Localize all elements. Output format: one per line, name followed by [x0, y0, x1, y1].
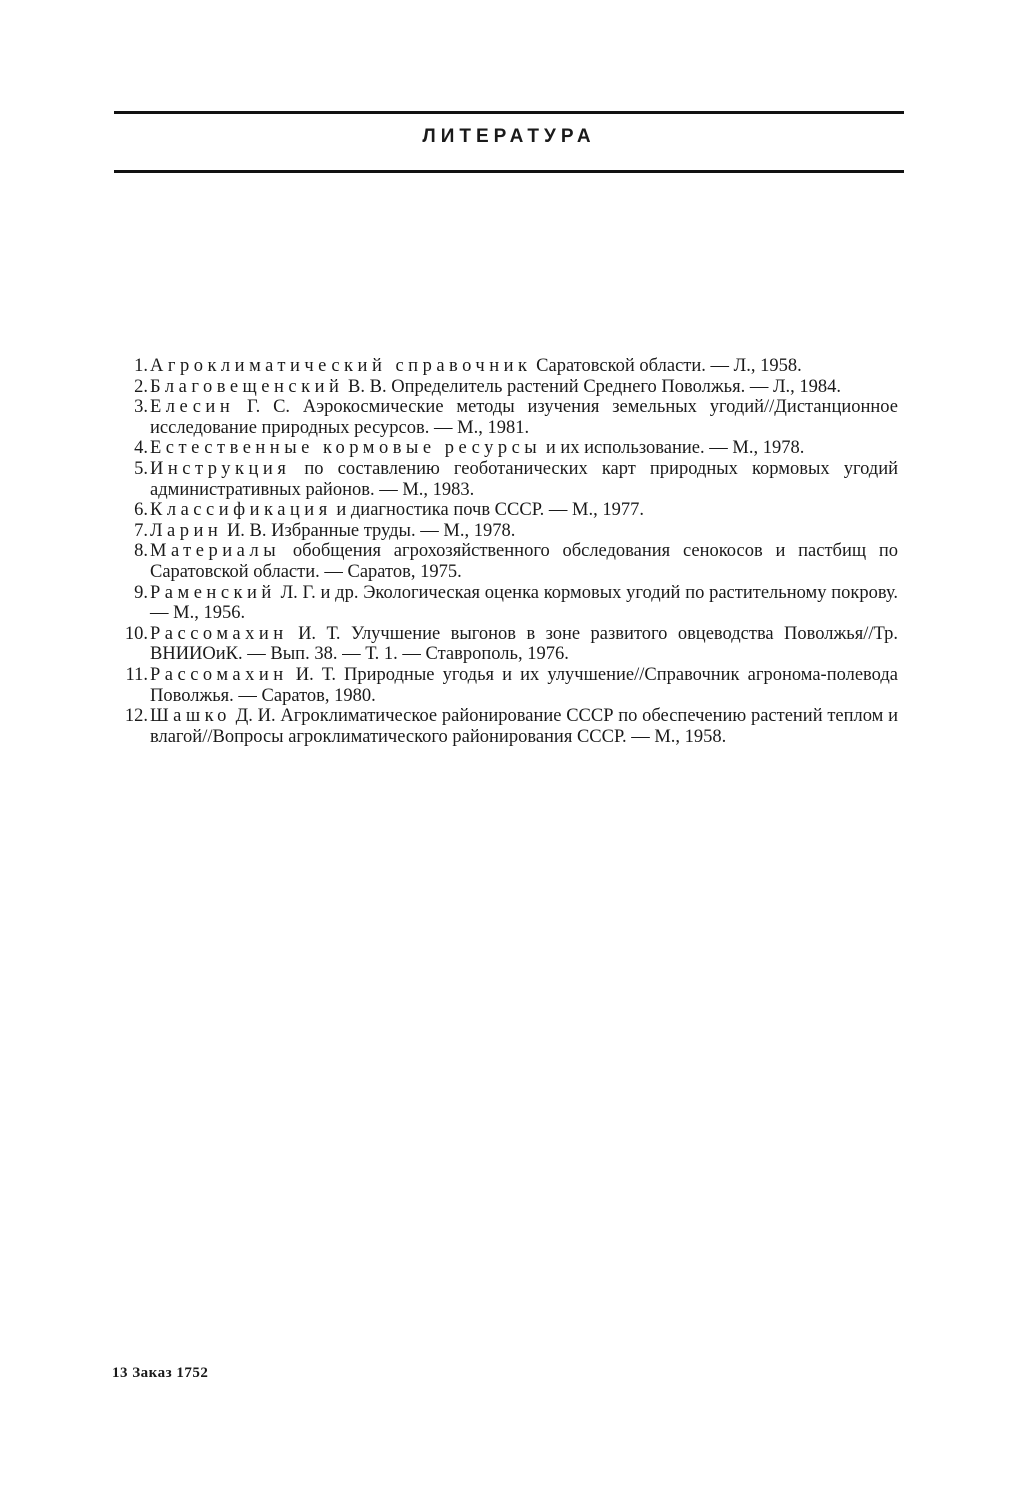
reference-author: Ларин	[150, 520, 223, 541]
reference-number: 4.	[134, 438, 148, 459]
reference-item	[112, 397, 898, 438]
reference-number: 5.	[134, 458, 148, 479]
reference-author: Инструкция	[150, 458, 291, 479]
reference-author: Раменский	[150, 582, 276, 603]
reference-text: Л. Г. и др. Экологическая оценка кормовых угодий по растительному покрову. — М., 1956.	[150, 582, 898, 624]
reference-item	[112, 356, 898, 377]
reference-text: обобщения агрохозяйственного обследования сенокосов и пастбищ по Саратовской области. — Саратов, 1975.	[150, 541, 898, 582]
reference-item	[112, 624, 898, 665]
reference-author: Благовещенский	[150, 376, 344, 397]
reference-item	[112, 459, 898, 500]
reference-author: Елесин	[150, 397, 235, 418]
heading-rule-bottom	[114, 170, 904, 173]
reference-text: по составлению геоботанических карт природных кормовых угодий административных районов. — М., 1983.	[150, 458, 898, 500]
reference-item	[112, 706, 898, 747]
reference-text: Г. С. Аэрокосмические методы изучения земельных угодий//Дистанционное исследование природных ресурсов. — М., 1981.	[150, 397, 898, 438]
reference-item	[112, 438, 898, 459]
reference-text: И. Т. Природные угодья и их улучшение//Справочник агронома-полевода Поволжья. — Саратов, 1980.	[150, 664, 898, 706]
reference-text: Саратовской области. — Л., 1958.	[531, 356, 802, 376]
reference-text: и диагностика почв СССР. — М., 1977.	[331, 500, 645, 521]
reference-text: Д. И. Агроклиматическое районирование СССР по обеспечению растений теплом и влагой//Вопросы агроклиматического районирования СССР. — М., 1958.	[150, 706, 898, 747]
reference-number: 9.	[134, 582, 148, 603]
printer-order-mark: 13 Заказ 1752	[112, 1365, 209, 1381]
reference-item	[112, 377, 898, 398]
reference-number: 3.	[134, 397, 148, 418]
reference-author: Естественные кормовые ресурсы	[150, 438, 542, 459]
reference-item	[112, 583, 898, 624]
reference-number: 7.	[134, 520, 148, 541]
reference-number: 8.	[134, 541, 148, 562]
reference-text: И. В. Избранные труды. — М., 1978.	[222, 520, 516, 541]
reference-author: Рассомахин	[150, 623, 288, 644]
reference-number: 11.	[125, 664, 148, 685]
reference-item	[112, 541, 898, 582]
reference-author: Шашко	[150, 706, 231, 727]
reference-list	[112, 356, 898, 747]
reference-author: Агроклиматический справочник	[150, 356, 532, 376]
reference-author: Материалы	[150, 541, 281, 562]
heading-rule-top	[114, 111, 904, 114]
reference-number: 6.	[134, 500, 148, 521]
reference-author: Классификация	[150, 500, 332, 521]
reference-number: 2.	[134, 376, 148, 397]
reference-text: И. Т. Улучшение выгонов в зоне развитого овцеводства Поволжья//Тр. ВНИИОиК. — Вып. 38. — Т. 1. — Ставрополь, 1976.	[150, 623, 898, 665]
reference-number: 1.	[134, 356, 148, 376]
reference-number: 12.	[124, 706, 148, 727]
reference-item	[112, 521, 898, 542]
page-title: ЛИТЕРАТУРА	[422, 126, 596, 147]
reference-text: и их использование. — М., 1978.	[541, 438, 805, 459]
reference-text: В. В. Определитель растений Среднего Поволжья. — Л., 1984.	[343, 376, 842, 397]
reference-item	[112, 500, 898, 521]
reference-author: Рассомахин	[150, 664, 288, 685]
reference-number: 10.	[124, 623, 148, 644]
reference-item	[112, 665, 898, 706]
